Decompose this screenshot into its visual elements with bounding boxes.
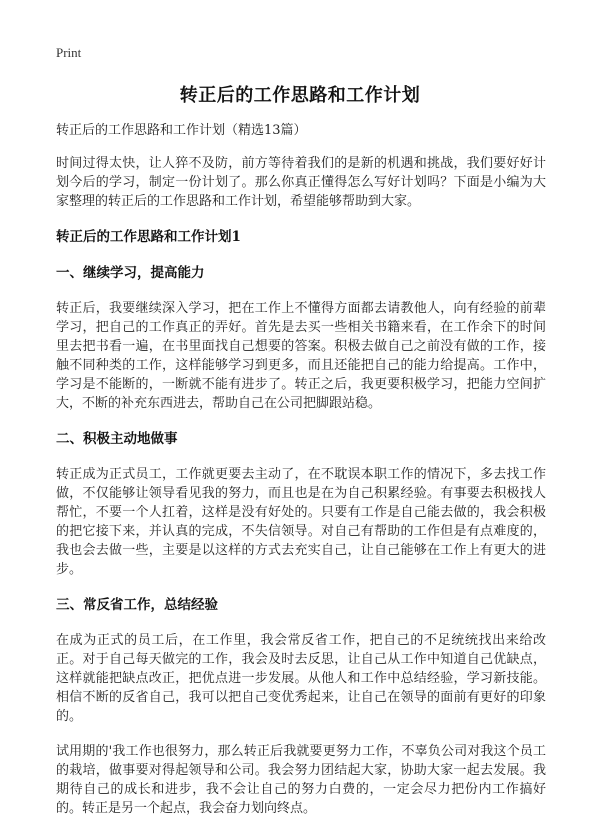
- section-3-body: 在成为正式的员工后，在工作里，我会常反省工作，把自己的不足统统找出来给改正。对于自己每天做完的工作，我会及时去反思，让自己从工作中知道自己优缺点，这样就能把缺点改正，把优点进一步发展。从他人和工作中总结经验，学习新技能。相信不断的反省自己，我可以把自己变优秀起来，让自己在领导的面前有更好的印象的。: [56, 633, 546, 724]
- section-1-body: 转正后，我要继续深入学习，把在工作上不懂得方面都去请教他人，向有经验的前辈学习，把自己的工作真正的弄好。首先是去买一些相关书籍来看，在工作余下的时间里去把书看一遍，在书里面找自己想要的答案。积极去做自己之前没有做的工作，接触不同种类的工作，这样能够学习到更多，而且还能把自己的能力给提高。工作中，学习是不能断的，一断就不能有进步了。转正之后，我更要积极学习，把能力空间扩大，不断的补充东西进去，帮助自己在公司把脚跟站稳。: [56, 301, 546, 411]
- page-title: 转正后的工作思路和工作计划: [179, 85, 421, 106]
- article-body: [56, 121, 546, 834]
- article-subtitle: 转正后的工作思路和工作计划（精选13篇）: [56, 123, 307, 138]
- article-heading: 转正后的工作思路和工作计划1: [56, 229, 241, 245]
- section-2-title: 二、积极主动地做事: [56, 431, 178, 447]
- intro-paragraph: 时间过得太快，让人猝不及防，前方等待着我们的是新的机遇和挑战，我们要好好计划今后的学习，制定一份计划了。那么你真正懂得怎么写好计划吗？下面是小编为大家整理的转正后的工作思路和工作计划，希望能够帮助到大家。: [56, 156, 546, 209]
- closing-paragraph: 试用期的'我工作也很努力，那么转正后我就要更努力工作，不辜负公司对我这个员工的栽培，做事要对得起领导和公司。我会努力团结起大家，协助大家一起去发展。我期待自己的成长和进步，我不会让自己的努力白费的，一定会尽力把份内工作搞好的。转正是另一个起点，我会奋力划向终点。: [56, 744, 546, 816]
- section-1-title: 一、继续学习，提高能力: [56, 265, 205, 281]
- section-2-body: 转正成为正式员工，工作就更要去主动了，在不耽误本职工作的情况下，多去找工作做，不仅能够让领导看见我的努力，而且也是在为自己积累经验。有事要去积极找人帮忙，不要一个人扛着，这样是没有好处的。只要有工作是自己能去做的，我会积极的把它接下来，并认真的完成，不失信领导。对自己有帮助的工作但是有点难度的，我也会去做一些，主要是以这样的方式去充实自己，让自己能够在工作上有更大的进步。: [56, 467, 546, 577]
- print-link[interactable]: Print: [56, 45, 82, 60]
- section-3-title: 三、常反省工作，总结经验: [56, 597, 218, 613]
